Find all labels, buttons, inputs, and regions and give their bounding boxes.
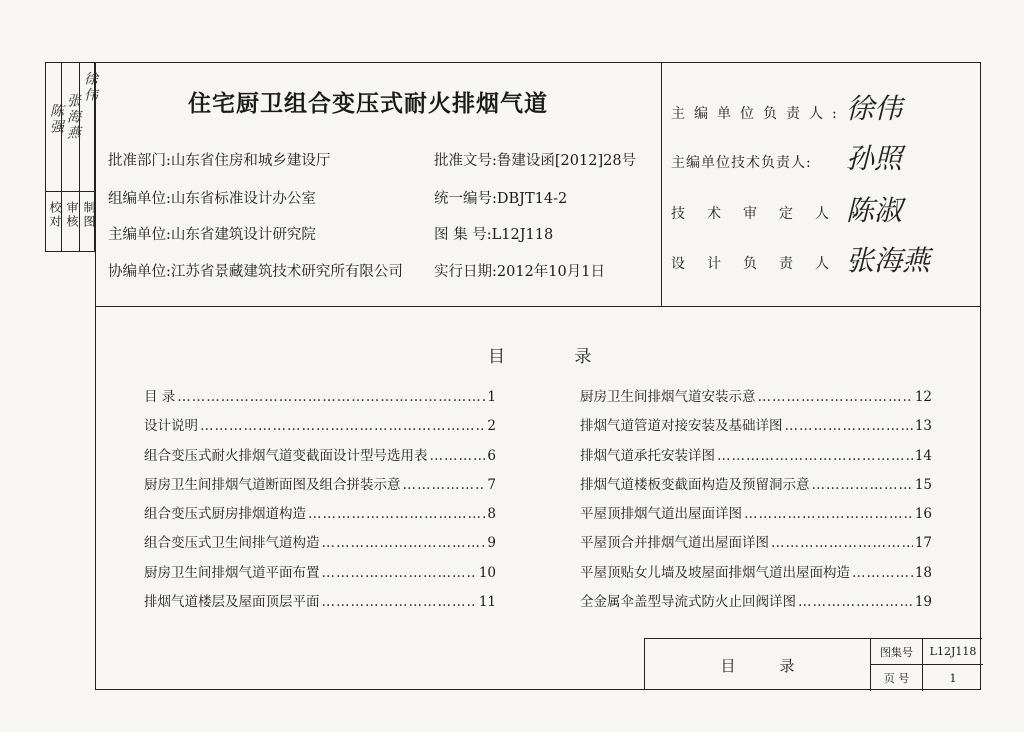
meta-assisting-unit bbox=[108, 260, 403, 281]
meta-atlas-no bbox=[434, 223, 553, 244]
atlas-value: L12J118 bbox=[923, 639, 983, 665]
strip-signature-check: 陈强 bbox=[48, 103, 64, 135]
toc-leader-dots bbox=[308, 506, 485, 522]
toc-item bbox=[144, 502, 496, 531]
toc-heading-left: 目 bbox=[488, 347, 505, 367]
toc-item bbox=[144, 561, 496, 590]
meta-label: 协编单位: bbox=[108, 264, 171, 280]
toc-leader-dots bbox=[717, 448, 913, 464]
atlas-label: 图集号 bbox=[871, 639, 923, 665]
header-panel bbox=[95, 62, 662, 307]
strip-label-review: 审核 bbox=[65, 201, 79, 229]
meta-value: 江苏省景藏建筑技术研究所有限公司 bbox=[170, 264, 403, 280]
toc-item-title: 排烟气道承托安装详图 bbox=[580, 447, 715, 464]
toc-item bbox=[144, 590, 496, 619]
toc-leader-dots bbox=[852, 565, 913, 581]
toc-item bbox=[580, 444, 932, 473]
toc-leader-dots bbox=[403, 477, 486, 493]
toc-item-page: 12 bbox=[914, 389, 932, 405]
toc-item bbox=[144, 531, 496, 560]
meta-value: DBJT14-2 bbox=[496, 191, 568, 207]
toc-leader-dots bbox=[812, 477, 913, 493]
toc-item-page: 13 bbox=[914, 418, 932, 435]
toc-item-title: 目 录 bbox=[144, 389, 176, 405]
meta-value: L12J118 bbox=[491, 227, 554, 243]
signoff-strip bbox=[45, 62, 98, 252]
toc-leader-dots bbox=[322, 565, 477, 581]
toc-item-page: 19 bbox=[914, 594, 932, 611]
toc-item-title: 组合变压式卫生间排气道构造 bbox=[144, 535, 320, 552]
toc-item-page: 2 bbox=[487, 418, 496, 435]
strip-label-draw: 制图 bbox=[82, 201, 96, 229]
toc-item bbox=[144, 414, 496, 443]
signature-chief-unit: 徐伟 bbox=[846, 92, 903, 125]
strip-label-check: 校对 bbox=[48, 201, 62, 229]
meta-label: 主编单位: bbox=[108, 227, 171, 243]
meta-label: 批准部门: bbox=[108, 153, 171, 169]
title-block bbox=[644, 638, 982, 690]
meta-label: 实行日期: bbox=[434, 264, 497, 280]
meta-approval-dept bbox=[108, 149, 330, 170]
toc-leader-dots bbox=[200, 418, 485, 434]
toc-heading-right: 录 bbox=[574, 347, 592, 367]
toc-item bbox=[144, 444, 496, 473]
toc-item bbox=[580, 561, 932, 590]
title-block-name-right: 录 bbox=[779, 656, 795, 675]
toc-item-title: 平屋顶合并排烟气道出屋面详图 bbox=[580, 535, 769, 552]
toc-leader-dots bbox=[771, 535, 913, 551]
toc-item-title: 组合变压式耐火排烟气道变截面设计型号选用表 bbox=[144, 447, 428, 464]
toc-item-title: 厨房卫生间排烟气道断面图及组合拼装示意 bbox=[144, 476, 401, 493]
signature-design: 张海燕 bbox=[846, 244, 931, 277]
page-label: 页 号 bbox=[871, 665, 923, 691]
toc-leader-dots bbox=[322, 535, 486, 551]
meta-label: 统一编号: bbox=[434, 191, 497, 207]
toc-item bbox=[580, 473, 932, 502]
meta-label: 图 集 号: bbox=[434, 227, 492, 243]
toc-item-page: 15 bbox=[914, 476, 932, 493]
meta-chief-unit bbox=[108, 223, 316, 244]
toc-item bbox=[580, 414, 932, 443]
page-value: 1 bbox=[949, 671, 957, 685]
strip-divider bbox=[46, 191, 94, 192]
strip-signature-draw: 徐伟 bbox=[82, 71, 98, 103]
signature-tech: 孙照 bbox=[846, 142, 903, 175]
signature-review: 陈淑 bbox=[846, 194, 903, 227]
toc-item-page: 7 bbox=[487, 476, 496, 493]
toc-heading bbox=[488, 342, 591, 367]
toc-leader-dots bbox=[177, 389, 485, 405]
toc-item-page: 11 bbox=[478, 594, 496, 611]
toc-leader-dots bbox=[744, 506, 913, 522]
strip-signature-review: 张海燕 bbox=[65, 93, 81, 141]
toc-item bbox=[580, 502, 932, 531]
meta-label: 批准文号: bbox=[434, 153, 497, 169]
toc-item-page: 1 bbox=[487, 389, 496, 405]
meta-value: 鲁建设函[2012]28号 bbox=[496, 153, 637, 169]
toc-leader-dots bbox=[785, 418, 913, 434]
toc-item-page: 10 bbox=[478, 564, 496, 581]
toc-item-title: 平屋顶排烟气道出屋面详图 bbox=[580, 506, 742, 523]
toc-item-page: 9 bbox=[487, 535, 496, 552]
meta-value: 山东省建筑设计研究院 bbox=[170, 227, 316, 243]
toc-item-page: 6 bbox=[487, 447, 496, 464]
title-block-name bbox=[645, 639, 871, 691]
toc-item-page: 14 bbox=[914, 447, 932, 464]
toc-item bbox=[580, 531, 932, 560]
meta-value: 山东省住房和城乡建设厅 bbox=[170, 153, 331, 169]
toc-leader-dots bbox=[430, 448, 486, 464]
meta-value: 2012年10月1日 bbox=[496, 264, 605, 280]
toc-item bbox=[144, 385, 496, 414]
toc-item bbox=[144, 473, 496, 502]
toc-item-title: 全金属伞盖型导流式防火止回阀详图 bbox=[580, 594, 796, 611]
toc-list-left bbox=[144, 385, 496, 619]
meta-value: 山东省标准设计办公室 bbox=[170, 191, 316, 207]
toc-item-title: 设计说明 bbox=[144, 418, 198, 435]
meta-approval-no bbox=[434, 149, 636, 170]
toc-item-page: 17 bbox=[914, 535, 932, 552]
toc-leader-dots bbox=[758, 389, 913, 405]
toc-item-title: 平屋顶贴女儿墙及坡屋面排烟气道出屋面构造 bbox=[580, 564, 850, 581]
toc-item-page: 16 bbox=[914, 506, 932, 523]
resp-label-chief-unit: 主编单位负责人: bbox=[671, 106, 846, 122]
toc-item-title: 排烟气道楼层及屋面顶层平面 bbox=[144, 594, 320, 611]
title-block-name-left: 目 bbox=[720, 656, 736, 675]
resp-label-design: 设计负责人: bbox=[671, 256, 878, 272]
toc-item-title: 组合变压式厨房排烟道构造 bbox=[144, 506, 306, 523]
toc-item-title: 排烟气道楼板变截面构造及预留洞示意 bbox=[580, 476, 810, 493]
toc-item-page: 8 bbox=[487, 506, 496, 523]
toc-item-title: 厨房卫生间排烟气道平面布置 bbox=[144, 564, 320, 581]
toc-panel bbox=[95, 306, 981, 690]
document-title: 住宅厨卫组合变压式耐火排烟气道 bbox=[188, 91, 548, 117]
toc-item bbox=[580, 385, 932, 414]
toc-leader-dots bbox=[798, 594, 913, 610]
meta-label: 组编单位: bbox=[108, 191, 171, 207]
meta-compiling-unit bbox=[108, 187, 316, 208]
resp-label-tech: 主编单位技术负责人: bbox=[671, 155, 812, 171]
responsible-panel bbox=[661, 62, 981, 307]
toc-item bbox=[580, 590, 932, 619]
meta-unified-no bbox=[434, 187, 567, 208]
toc-item-title: 排烟气道管道对接安装及基础详图 bbox=[580, 418, 783, 435]
toc-item-page: 18 bbox=[914, 564, 932, 581]
toc-leader-dots bbox=[322, 594, 477, 610]
resp-label-review: 技术审定人: bbox=[671, 206, 878, 222]
meta-effective-date bbox=[434, 260, 605, 281]
toc-list-right bbox=[580, 385, 932, 619]
toc-item-title: 厨房卫生间排烟气道安装示意 bbox=[580, 389, 756, 405]
